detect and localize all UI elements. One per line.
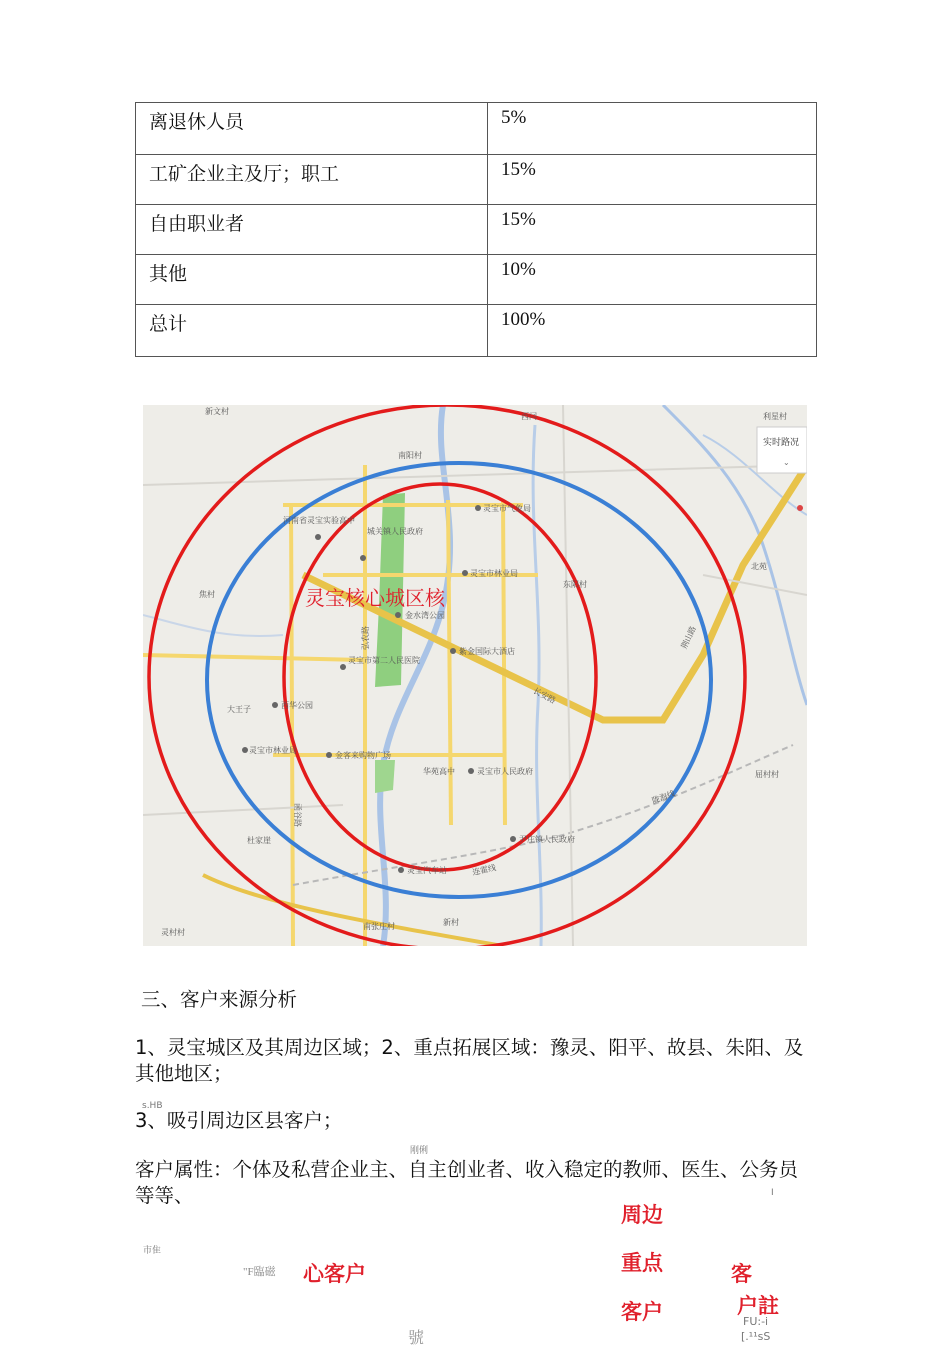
road-label: 长安路 [531, 686, 558, 706]
road-label: 荆山路 [679, 624, 698, 651]
row-value: 100% [488, 305, 817, 357]
row-label: 工矿企业主及厅；职工 [136, 155, 488, 205]
poi-label: 尹庄镇人民政府 [519, 835, 575, 844]
poi-label: 灵宝汽车站 [407, 866, 447, 875]
target-label: 户註 [737, 1294, 779, 1318]
village-label: 南阳村 [398, 451, 422, 460]
row-value: 10% [488, 255, 817, 305]
village-label: 新村 [443, 918, 459, 927]
table-row [136, 305, 817, 357]
section-heading: 三、客户来源分析 [141, 988, 298, 1011]
artifact-text: FU:-i [743, 1315, 769, 1328]
poi-label: 灵宝市气象局 [483, 504, 531, 513]
row-label: 自由职业者 [136, 205, 488, 255]
artifact-text: I [771, 1188, 774, 1198]
city-map [143, 405, 807, 946]
village-label: 南张庄村 [363, 922, 395, 931]
poi-label: 城关镇人民政府 [367, 527, 423, 536]
poi-label: 河南省灵宝实验高中 [283, 516, 355, 525]
core-zone-label: 灵宝核心城区核 [305, 588, 445, 610]
road-label: 函谷路 [293, 803, 302, 827]
audience-table [135, 102, 817, 357]
target-label: 客 [731, 1262, 752, 1286]
peripheral-label: 重点 [621, 1251, 663, 1275]
road-label: 陇海线 [650, 788, 677, 806]
artifact-text: 號 [408, 1328, 425, 1347]
poi-label: 灵宝市人民政府 [477, 767, 533, 776]
peripheral-label: 周边 [621, 1203, 663, 1227]
core-prefix-text: "F臨磁 [243, 1266, 276, 1278]
village-label: 新文村 [205, 407, 229, 416]
artifact-text: 市隹 [143, 1246, 162, 1256]
region-item-3: 3、吸引周边区县客户； [135, 1109, 343, 1132]
village-label: 杜家崖 [247, 836, 271, 845]
row-label: 离退休人员 [136, 103, 488, 155]
village-label: 西闫 [521, 412, 537, 421]
core-customer-label: 心客户 [303, 1262, 366, 1286]
poi-label: 西华公园 [281, 701, 313, 710]
table-row [136, 255, 817, 305]
poi-label: 灵宝市第二人民医院 [348, 656, 420, 665]
poi-label: 灵宝市林业局 [249, 746, 297, 755]
row-label: 其他 [136, 255, 488, 305]
table-row [136, 205, 817, 255]
traffic-panel[interactable] [757, 427, 807, 473]
row-value: 15% [488, 155, 817, 205]
road-label: 连霍线 [471, 863, 497, 877]
table-row [136, 155, 817, 205]
poi-label: 华苑高中 [423, 767, 455, 776]
row-value: 15% [488, 205, 817, 255]
poi-label: 金水湾公园 [405, 611, 445, 620]
chevron-down-icon[interactable]: ⌄ [783, 458, 790, 467]
artifact-text: s.HB [142, 1101, 163, 1111]
peripheral-label: 客户 [621, 1300, 663, 1324]
traffic-panel-label: 实时路况 [763, 437, 800, 447]
region-item-1: 1、灵宝城区及其周边区域；2、重点拓展区域：豫灵、阳平、故县、朱阳、及其他地区； [135, 1036, 804, 1085]
table-row [136, 103, 817, 155]
artifact-text: 刚俐 [410, 1146, 429, 1156]
poi-label: 紫金国际大酒店 [459, 647, 515, 656]
village-label: 屈村村 [755, 770, 779, 779]
row-value: 5% [488, 103, 817, 155]
artifact-text: [.¹¹sS [741, 1330, 771, 1343]
village-label: 北苑 [751, 562, 767, 571]
road-label: 弘农路 [361, 626, 370, 650]
village-label: 利星村 [763, 412, 787, 421]
poi-label: 灵宝市林业局 [470, 569, 518, 578]
village-label: 灵村村 [161, 928, 185, 937]
village-label: 大王子 [227, 705, 251, 714]
village-label: 焦村 [199, 590, 215, 599]
village-label: 东阳村 [563, 580, 587, 589]
customer-attributes: 客户属性：个体及私营企业主、自主创业者、收入稳定的教师、医生、公务员等等、 [135, 1158, 799, 1207]
row-label: 总计 [136, 305, 488, 357]
poi-label: 金客来购物广场 [335, 751, 391, 760]
